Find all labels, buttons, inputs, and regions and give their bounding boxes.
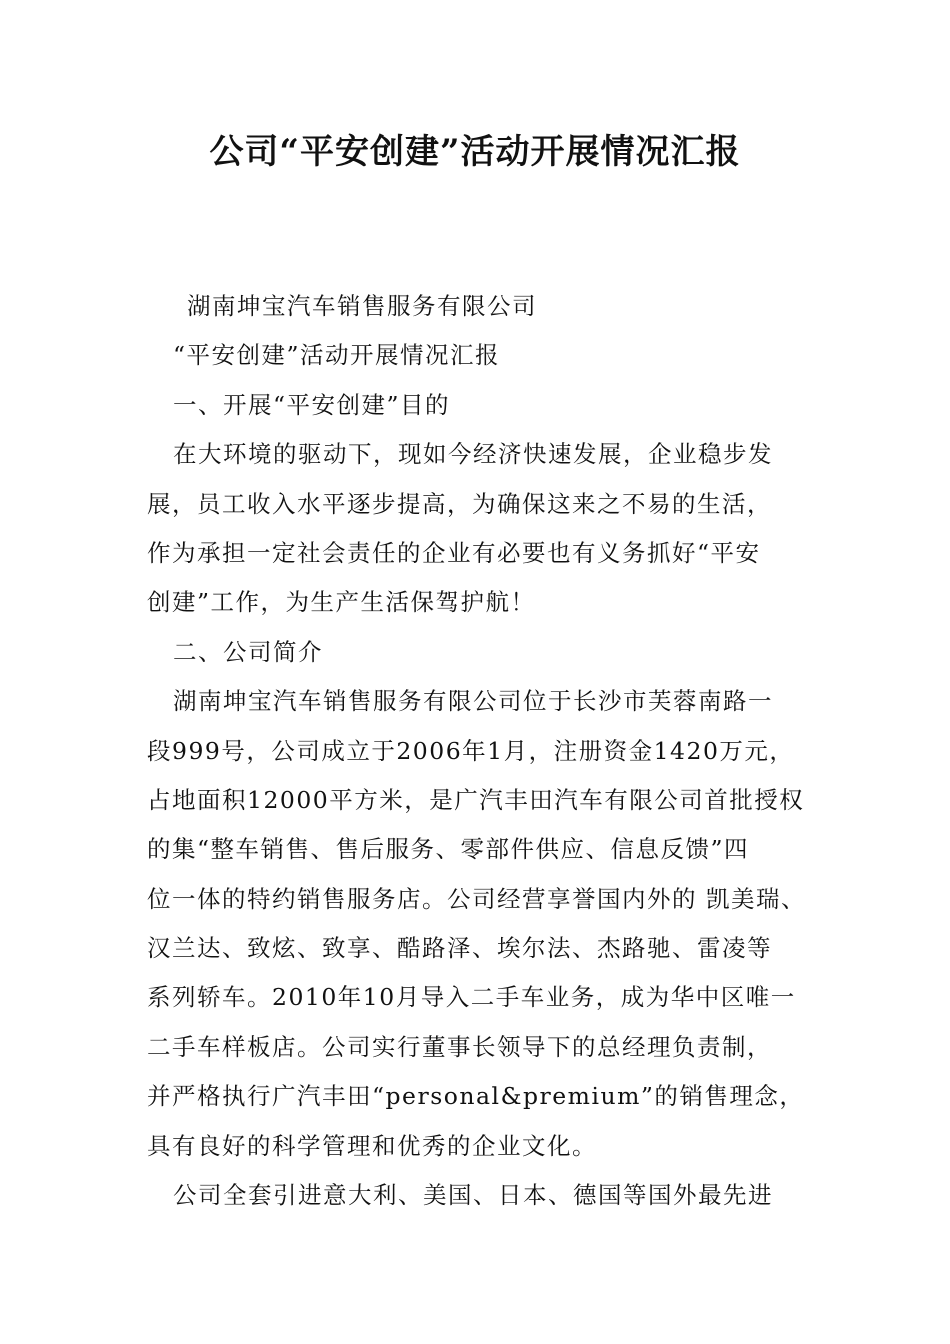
- section-heading-intro: 二、公司简介: [173, 637, 323, 666]
- section-heading-purpose: 一、开展“平安创建”目的: [173, 390, 451, 419]
- paragraph-line: 展，员工收入水平逐步提高，为确保这来之不易的生活，: [147, 489, 772, 518]
- paragraph-line: 占地面积12000平方米，是广汽丰田汽车有限公司首批授权: [147, 785, 805, 814]
- paragraph-line: 段999号，公司成立于2006年1月，注册资金1420万元，: [147, 736, 795, 765]
- document-body: [147, 282, 827, 1220]
- paragraph-line: 作为承担一定社会责任的企业有必要也有义务抓好“平安: [147, 538, 761, 567]
- paragraph-line: 系列轿车。2010年10月导入二手车业务，成为华中区唯一: [147, 983, 796, 1012]
- paragraph-line: 具有良好的科学管理和优秀的企业文化。: [147, 1131, 597, 1160]
- paragraph-line: 并严格执行广汽丰田“personal&premium”的销售理念，: [147, 1082, 805, 1111]
- paragraph-line: 的集“整车销售、售后服务、零部件供应、信息反馈”四: [147, 835, 750, 864]
- paragraph-line: 位一体的特约销售服务店。公司经营享誉国内外的 凯美瑞、: [147, 884, 806, 913]
- paragraph-line: 汉兰达、致炫、致享、酷路泽、埃尔法、杰路驰、雷凌等: [147, 934, 772, 963]
- paragraph-line: 公司全套引进意大利、美国、日本、德国等国外最先进: [173, 1181, 773, 1210]
- paragraph-line: 二手车样板店。公司实行董事长领导下的总经理负责制，: [147, 1032, 772, 1061]
- report-subtitle-line: “平安创建”活动开展情况汇报: [173, 341, 501, 370]
- paragraph-line: 湖南坤宝汽车销售服务有限公司位于长沙市芙蓉南路一: [173, 687, 773, 716]
- paragraph-line: 在大环境的驱动下，现如今经济快速发展，企业稳步发: [173, 440, 773, 469]
- document-title: 公司“平安创建”活动开展情况汇报: [209, 132, 741, 172]
- paragraph-line: 创建”工作，为生产生活保驾护航！: [147, 588, 536, 617]
- company-name-line: 湖南坤宝汽车销售服务有限公司: [187, 292, 537, 320]
